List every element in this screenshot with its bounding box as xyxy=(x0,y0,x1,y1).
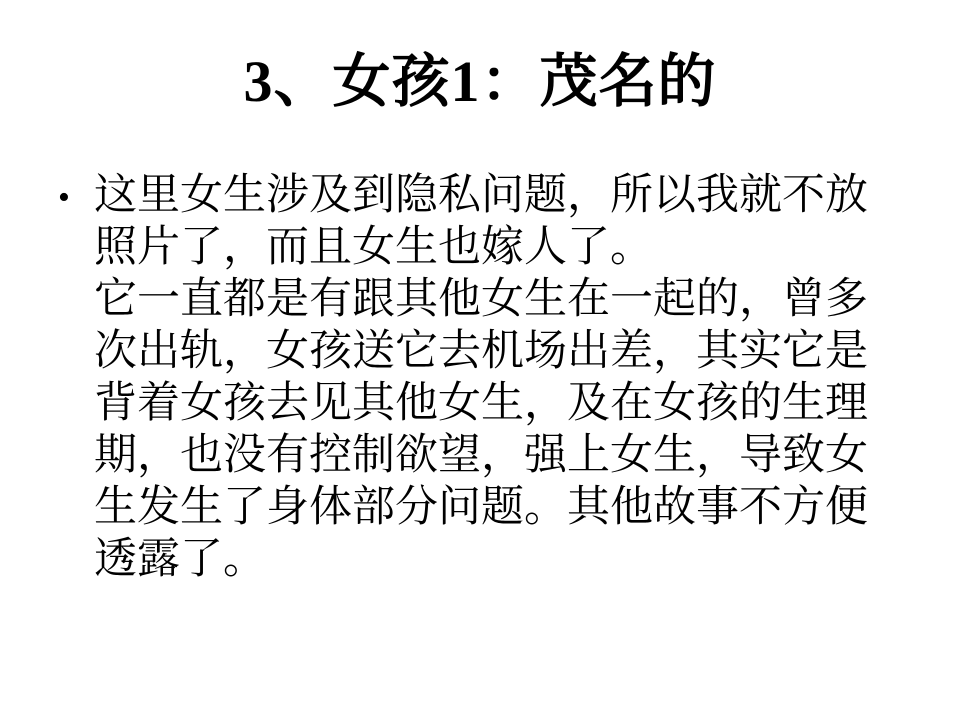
text-line: 这里女生涉及到隐私问题，所以我就不放 xyxy=(94,172,868,219)
bullet-text xyxy=(94,170,908,586)
text-line: 次出轨，女孩送它去机场出差，其实它是 xyxy=(94,328,868,375)
slide-body xyxy=(58,170,908,586)
text-line: 期，也没有控制欲望，强上女生，导致女 xyxy=(94,432,868,479)
bullet-icon: • xyxy=(58,179,70,216)
text-line: 背着女孩去见其他女生，及在女孩的生理 xyxy=(94,380,868,427)
text-line: 照片了，而且女生也嫁人了。 xyxy=(94,224,653,271)
text-line: 它一直都是有跟其他女生在一起的，曾多 xyxy=(94,276,868,323)
text-line: 透露了。 xyxy=(94,536,266,583)
text-line: 生发生了身体部分问题。其他故事不方便 xyxy=(94,484,868,531)
slide-title: 3、女孩1：茂名的 xyxy=(243,49,717,114)
